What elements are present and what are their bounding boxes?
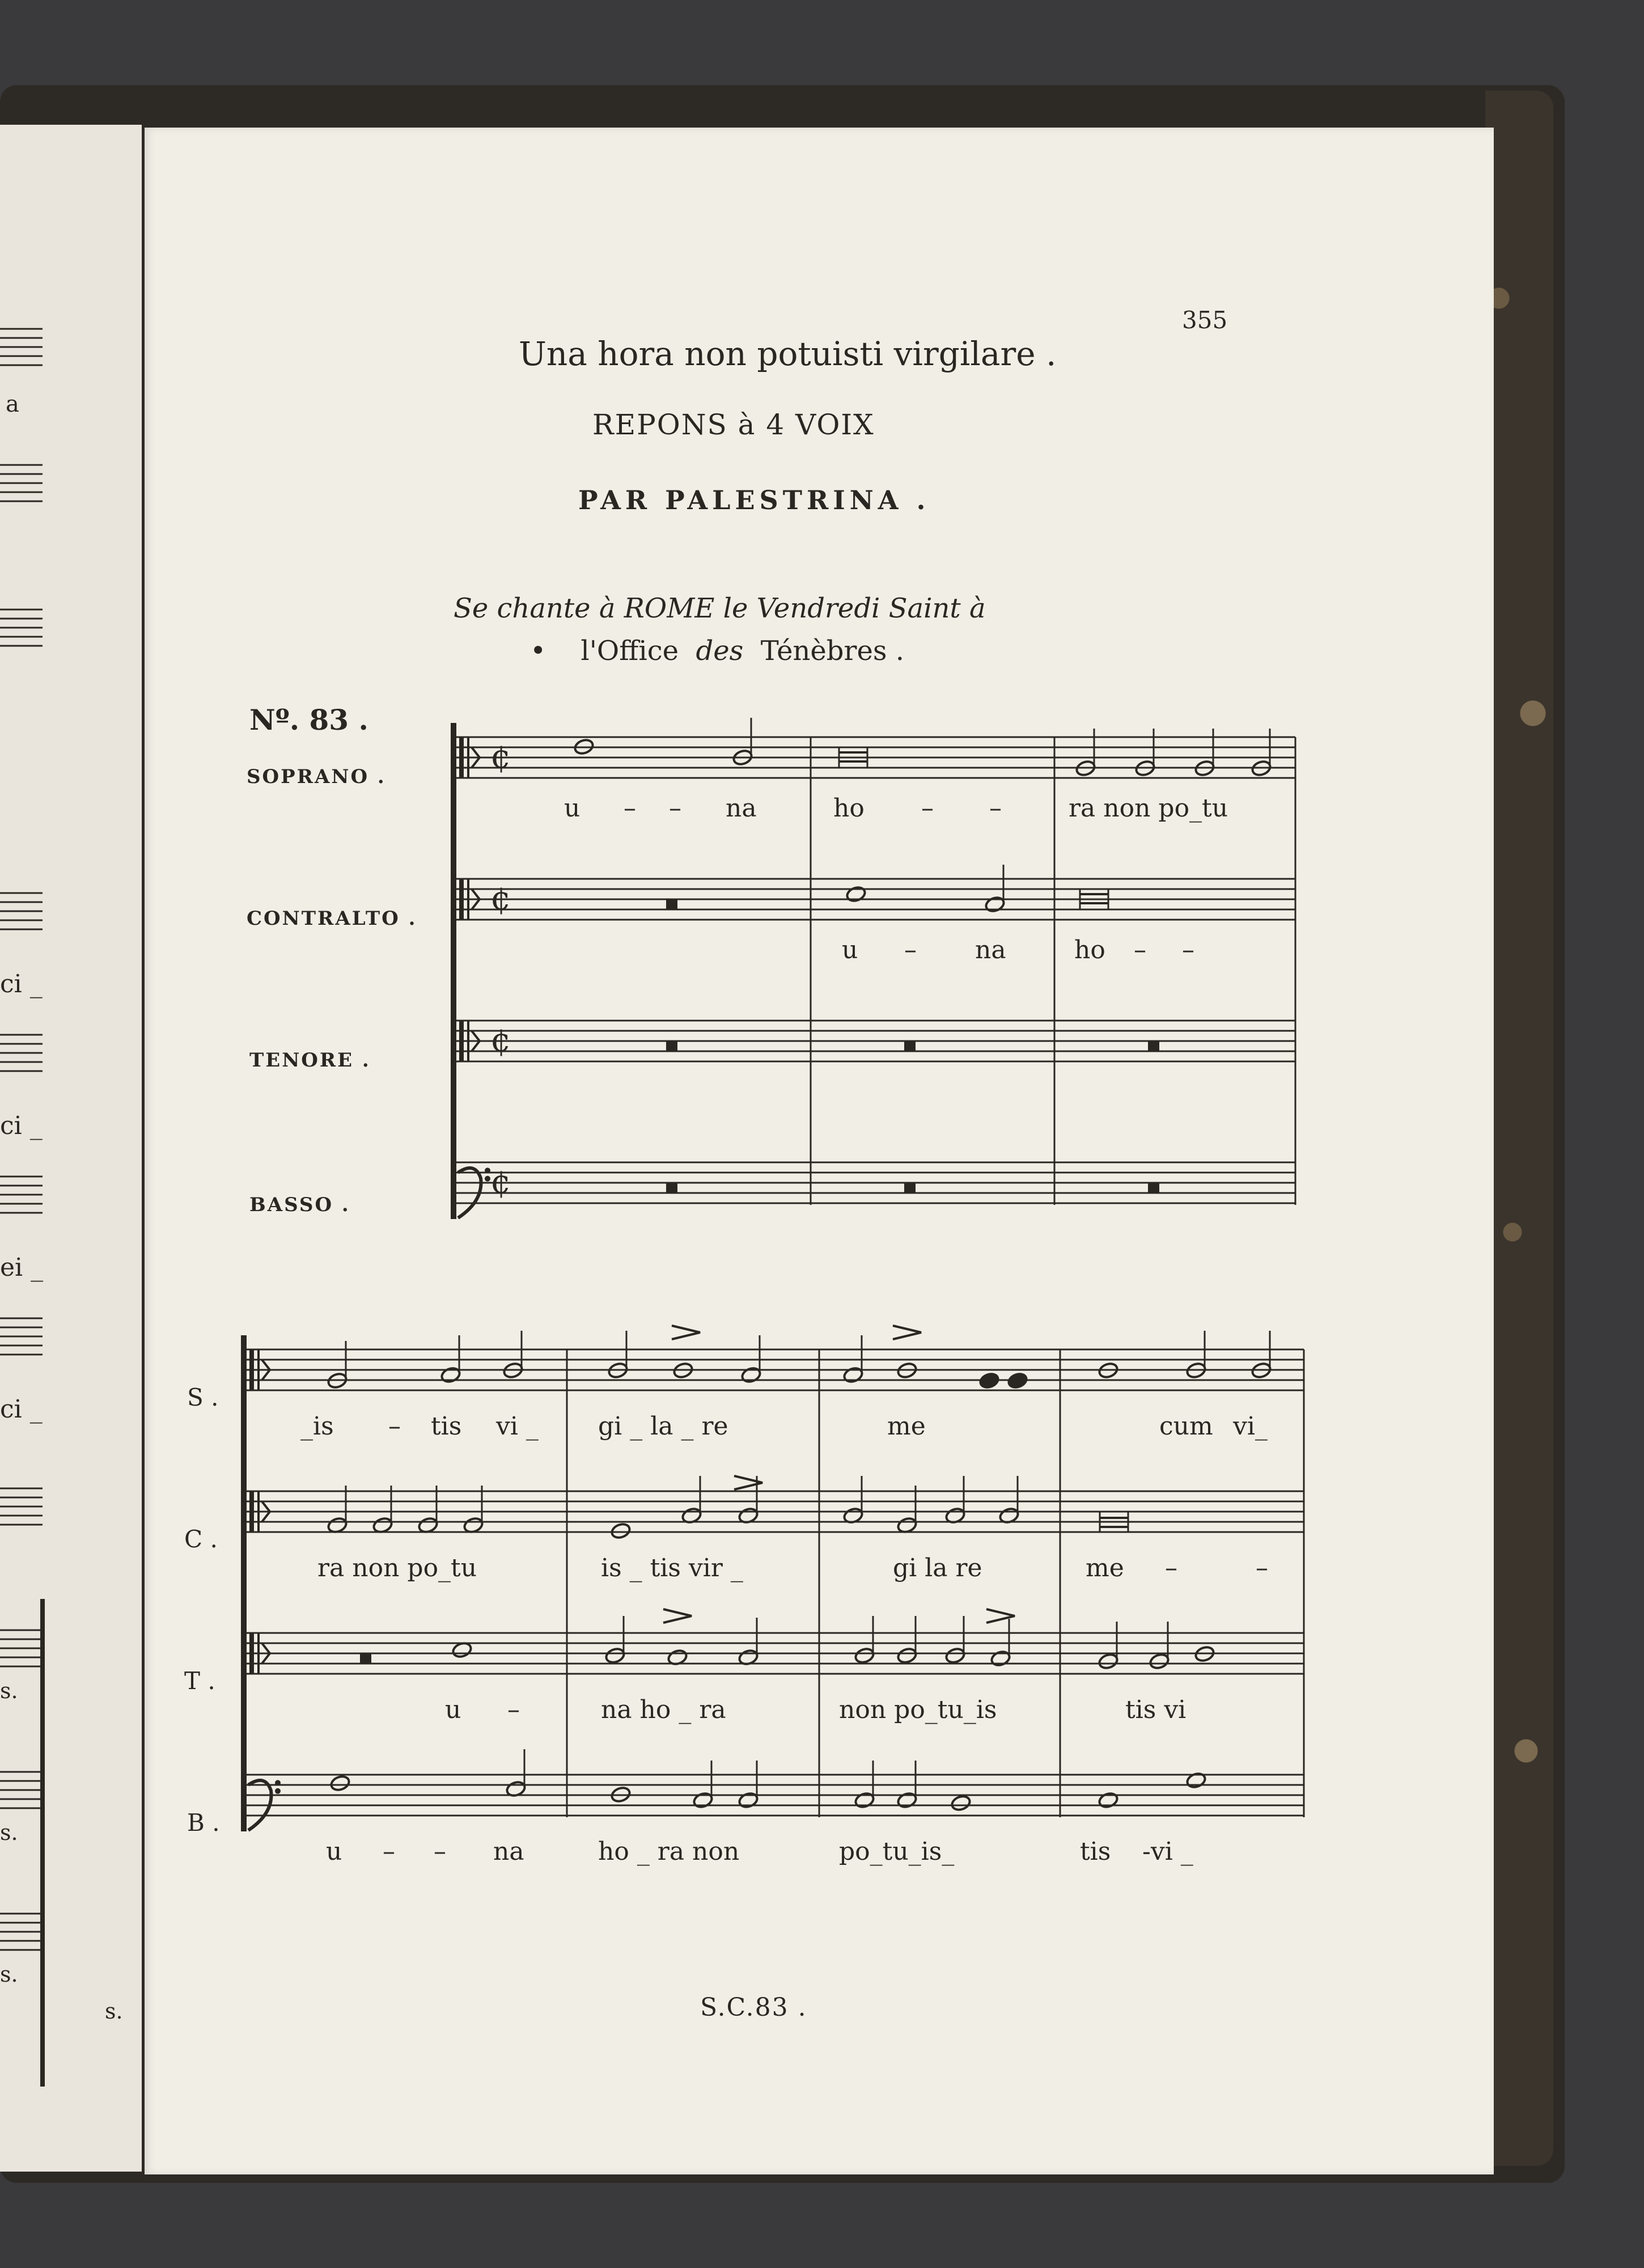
- half-note: [990, 1649, 1011, 1668]
- lyric: gi la re: [893, 1554, 982, 1582]
- voice-label-b: B .: [187, 1809, 220, 1837]
- left-fragment-text: a: [6, 391, 19, 417]
- c-clef-icon: [249, 1349, 254, 1390]
- whole-rest: [666, 1183, 677, 1192]
- rubric-word: l'Office: [581, 635, 679, 667]
- lyric: –: [1182, 936, 1194, 964]
- performance-rubric: Se chante à ROME le Vendredi Saint à: [454, 593, 986, 624]
- lyric: –: [1256, 1554, 1268, 1582]
- whole-rest: [666, 900, 677, 909]
- c-clef-icon: [257, 1633, 260, 1674]
- half-note: [604, 1647, 626, 1665]
- lyric: na: [493, 1837, 524, 1866]
- voice-label-basso: BASSO .: [249, 1194, 350, 1216]
- lyric: u: [326, 1837, 342, 1866]
- voice-label-contralto: CONTRALTO .: [247, 907, 417, 930]
- left-fragment-text: s.: [105, 1999, 123, 2024]
- accent-icon: [672, 1326, 700, 1339]
- half-note: [738, 1791, 759, 1809]
- c-clef-icon: [257, 1349, 260, 1390]
- lyric: non po_tu_is: [839, 1695, 997, 1724]
- cut-time-icon: ¢: [490, 1163, 511, 1201]
- composer-credit: PAR PALESTRINA .: [578, 485, 930, 515]
- lyric: ho _ ra non: [598, 1837, 740, 1866]
- whole-rest: [904, 1042, 916, 1051]
- voice-label-t: T .: [184, 1667, 215, 1695]
- lyric: –: [921, 794, 934, 823]
- lyric: –: [1165, 1554, 1177, 1582]
- lyric: ho: [833, 794, 865, 823]
- whole-note: [329, 1774, 351, 1792]
- lyric: –: [669, 794, 681, 823]
- lyric: na: [726, 794, 757, 823]
- left-fragment-text: s.: [0, 1678, 18, 1703]
- lyric: ra non po_tu: [1069, 794, 1228, 823]
- half-note: [842, 1366, 864, 1384]
- whole-rest: [904, 1183, 916, 1192]
- left-page-fragment: [0, 125, 142, 2172]
- half-note: [944, 1647, 966, 1665]
- piece-number: Nº. 83 .: [249, 703, 368, 737]
- accent-icon: [986, 1609, 1015, 1623]
- marbled-cover-edge: [1485, 91, 1553, 2166]
- whole-rest: [360, 1654, 371, 1663]
- half-note: [984, 895, 1006, 913]
- lyric: -vi _: [1142, 1837, 1193, 1866]
- whole-rest: [1148, 1183, 1159, 1192]
- lyric: _is: [300, 1412, 334, 1441]
- half-note: [896, 1791, 918, 1809]
- left-fragment-text: ei _: [0, 1253, 44, 1282]
- lyric: –: [624, 794, 636, 823]
- quarter-note: [1007, 1372, 1028, 1390]
- accent-icon: [893, 1326, 921, 1339]
- page-number: 355: [1182, 306, 1228, 334]
- c-clef-icon: [249, 1491, 254, 1532]
- lyric: vi _: [496, 1412, 539, 1441]
- lyric: –: [507, 1695, 520, 1724]
- piece-title: Una hora non potuisti virgilare .: [519, 335, 1057, 373]
- lyric: vi_: [1233, 1412, 1268, 1441]
- bullet: •: [530, 635, 546, 667]
- f-clef-icon: [275, 1780, 281, 1785]
- lyric: me: [1086, 1554, 1124, 1582]
- whole-note: [845, 885, 867, 903]
- lyric: –: [388, 1412, 401, 1441]
- lyric: tis: [1080, 1837, 1111, 1866]
- piece-subtitle: REPONS à 4 VOIX: [592, 408, 875, 441]
- left-page-staves: [0, 125, 142, 2172]
- voice-label-tenore: TENORE .: [249, 1049, 371, 1072]
- score-page: [145, 128, 1494, 2174]
- c-clef-icon: [459, 879, 464, 920]
- cut-time-icon: ¢: [490, 738, 511, 776]
- c-clef-icon: [467, 737, 469, 778]
- voice-label-c: C .: [184, 1525, 218, 1553]
- cut-time-icon: ¢: [490, 879, 511, 917]
- lyric: is _ tis vir _: [601, 1554, 743, 1582]
- f-clef-icon: [485, 1176, 490, 1182]
- lyric: –: [383, 1837, 395, 1866]
- cut-time-icon: ¢: [490, 1021, 511, 1059]
- c-clef-icon: [459, 1021, 464, 1061]
- c-clef-icon: [257, 1491, 260, 1532]
- lyric: tis vi: [1125, 1695, 1187, 1724]
- half-note: [854, 1791, 875, 1809]
- lyric: cum: [1159, 1412, 1213, 1441]
- half-note: [854, 1647, 875, 1665]
- half-note: [692, 1791, 714, 1809]
- c-clef-icon: [249, 1633, 254, 1674]
- left-fragment-text: ci _: [0, 970, 43, 998]
- lyric: me: [887, 1412, 926, 1441]
- voice-label-s: S .: [187, 1383, 219, 1411]
- lyric: po_tu_is_: [839, 1837, 955, 1866]
- left-fragment-text: ci _: [0, 1395, 43, 1424]
- left-fragment-text: s.: [0, 1962, 18, 1987]
- whole-note: [610, 1522, 632, 1540]
- c-clef-icon: [467, 879, 469, 920]
- lyric: –: [1134, 936, 1146, 964]
- lyric: na ho _ ra: [601, 1695, 726, 1724]
- accent-icon: [734, 1476, 762, 1490]
- lyric: gi _ la _ re: [598, 1412, 728, 1441]
- c-clef-icon: [459, 737, 464, 778]
- lyric: ra non po_tu: [317, 1554, 477, 1582]
- plate-number: S.C.83 .: [700, 1993, 807, 2022]
- whole-rest: [666, 1042, 677, 1051]
- c-clef-icon: [467, 1021, 469, 1061]
- voice-label-soprano: SOPRANO .: [247, 765, 386, 788]
- left-fragment-text: ci _: [0, 1111, 43, 1140]
- lyric: –: [434, 1837, 446, 1866]
- lyric: ho: [1074, 936, 1105, 964]
- half-note: [896, 1647, 918, 1665]
- half-note: [740, 1366, 762, 1384]
- half-note: [1149, 1652, 1170, 1670]
- whole-note: [1098, 1791, 1119, 1809]
- whole-rest: [1148, 1042, 1159, 1051]
- half-note: [440, 1366, 461, 1384]
- rubric-word: des: [696, 635, 744, 667]
- lyric: tis: [431, 1412, 462, 1441]
- performance-rubric-line2: [530, 635, 904, 667]
- lyric: u: [445, 1695, 461, 1724]
- rubric-word: Ténèbres .: [760, 635, 905, 667]
- whole-note: [950, 1794, 972, 1812]
- quarter-note: [978, 1372, 1000, 1390]
- lyric: u: [564, 794, 581, 823]
- lyric: –: [989, 794, 1002, 823]
- lyric: –: [904, 936, 917, 964]
- half-note: [1098, 1652, 1119, 1670]
- lyric: na: [975, 936, 1006, 964]
- f-clef-icon: [485, 1167, 490, 1173]
- accent-icon: [663, 1609, 692, 1623]
- f-clef-icon: [275, 1788, 281, 1794]
- left-fragment-text: s.: [0, 1820, 18, 1845]
- lyric: u: [842, 936, 858, 964]
